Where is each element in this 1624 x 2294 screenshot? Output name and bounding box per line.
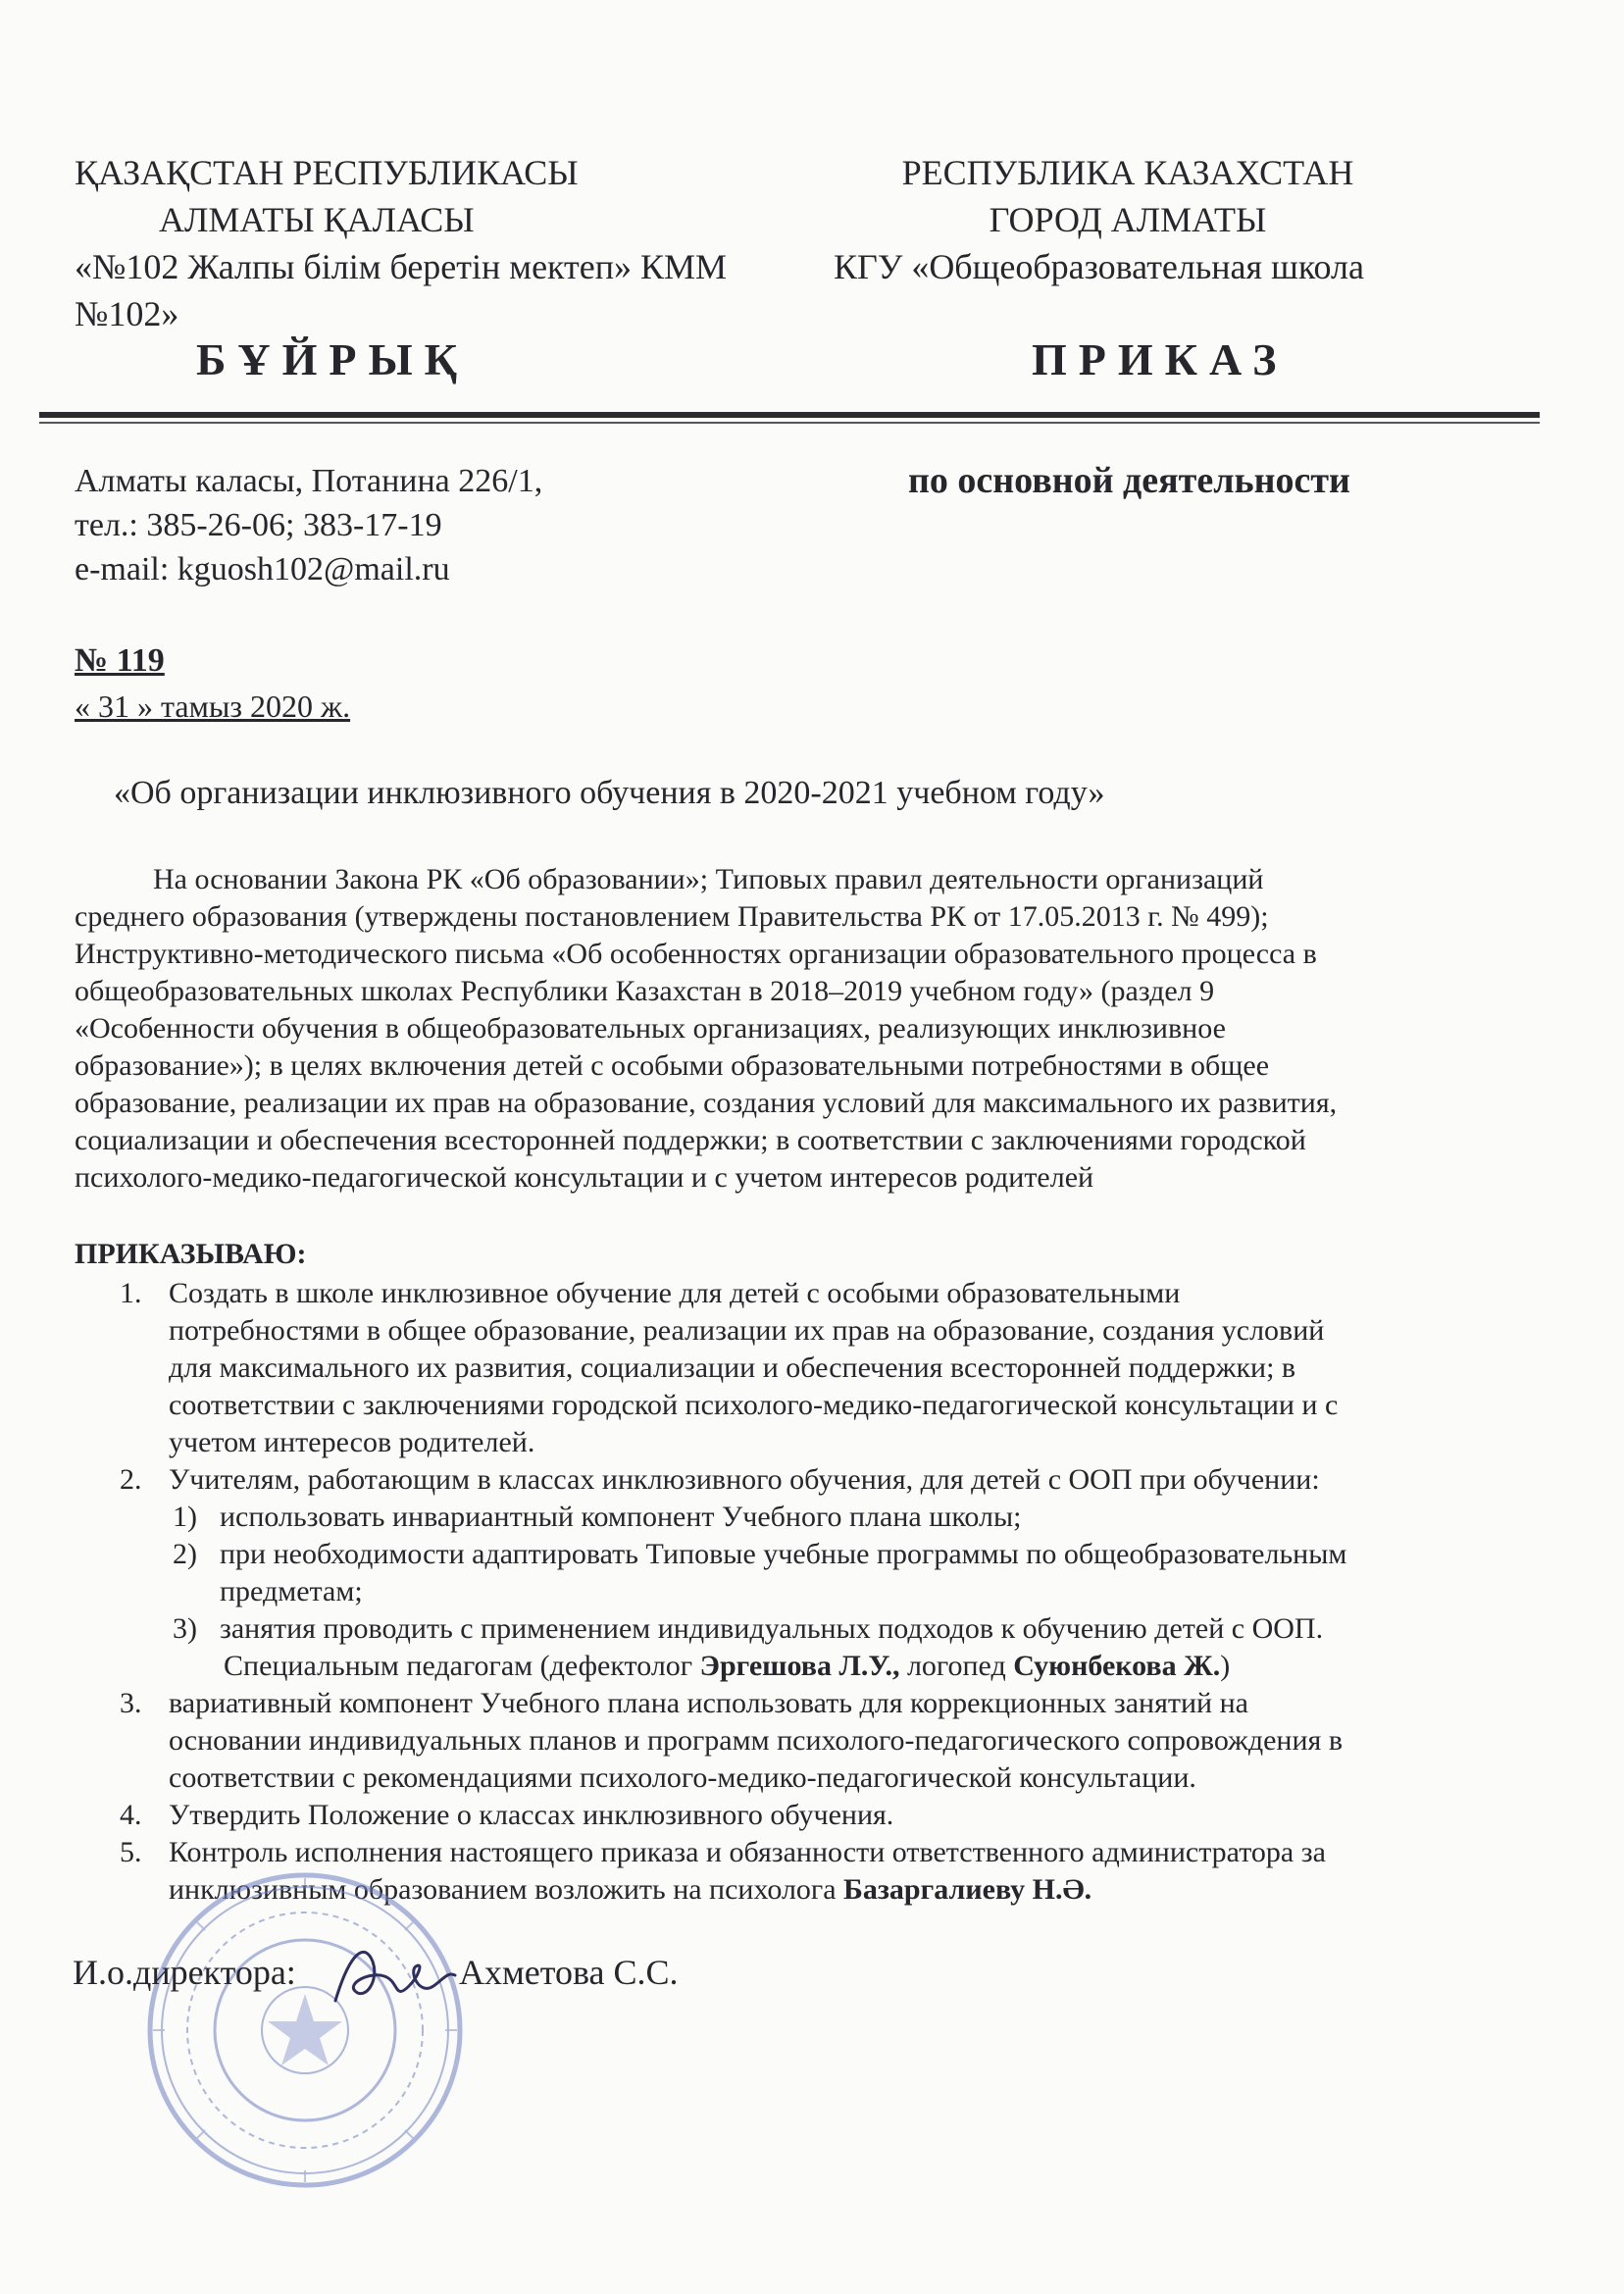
sub-item xyxy=(75,1499,1506,1536)
list-item-cont xyxy=(75,1424,1506,1461)
title-kazakh: БҰЙРЫҚ xyxy=(196,334,470,384)
item-text: Учителям, работающим в классах инклюзивного обучения, для детей с ООП при обучении: xyxy=(169,1463,1320,1496)
header-divider xyxy=(39,412,1540,418)
item-number: 4. xyxy=(120,1799,142,1831)
list-item xyxy=(75,1797,1506,1834)
item-number: 5. xyxy=(120,1836,142,1868)
list-item xyxy=(75,1461,1506,1499)
header-kz-school: «№102 Жалпы білім беретін мектеп» КММ xyxy=(75,247,728,286)
item-text: Утвердить Положение о классах инклюзивного обучения. xyxy=(169,1799,894,1831)
preamble-line: социализации и обеспечения всесторонней поддержки; в соответствии с заключениями городской xyxy=(75,1124,1306,1156)
address-email: e-mail: kguosh102@mail.ru xyxy=(75,551,450,587)
sub-item xyxy=(75,1536,1506,1573)
item-number: 1. xyxy=(120,1277,142,1309)
list-item-cont xyxy=(75,1722,1506,1759)
order-items xyxy=(75,1275,1506,1909)
order-date: « 31 » тамыз 2020 ж. xyxy=(75,688,351,724)
preamble xyxy=(75,861,1487,1197)
defectologist-name: Эргешова Л.У., xyxy=(699,1650,900,1682)
list-item xyxy=(75,1834,1506,1871)
list-item-cont xyxy=(75,1350,1506,1387)
sub-item-text: предметам; xyxy=(220,1575,363,1607)
header-ru-school: КГУ «Общеобразовательная школа xyxy=(834,247,1364,286)
sub-item-text: использовать инвариантный компонент Учебного плана школы; xyxy=(220,1501,1022,1533)
item-text: потребностями в общее образование, реализации их прав на образование, создания условий xyxy=(169,1314,1325,1347)
sub-item-text: занятия проводить с применением индивидуальных подходов к обучению детей с ООП. xyxy=(220,1612,1324,1645)
preamble-line: На основании Закона РК «Об образовании»; Типовых правил деятельности организаций xyxy=(153,863,1264,895)
header-divider-thin xyxy=(39,422,1540,424)
school-address xyxy=(75,459,542,591)
header-kz-school-cont: №102» xyxy=(75,294,179,333)
item-number: 2. xyxy=(120,1463,142,1496)
order-keyword-text: ПРИКАЗЫВАЮ xyxy=(75,1238,297,1270)
header-kz-city: АЛМАТЫ ҚАЛАСЫ xyxy=(159,200,475,239)
signatory-name: Ахметова С.С. xyxy=(459,1953,679,1992)
order-number: № 119 xyxy=(75,642,165,679)
sub-item-cont xyxy=(75,1573,1506,1610)
specialists-intro: Специальным педагогам (дефектолог xyxy=(224,1650,700,1682)
list-item-cont xyxy=(75,1759,1506,1797)
preamble-line: психолого-медико-педагогической консультации и с учетом интересов родителей xyxy=(75,1161,1094,1194)
sub-item xyxy=(75,1610,1506,1648)
order-keyword xyxy=(75,1238,307,1271)
item-text: для максимального их развития, социализации и обеспечения всесторонней поддержки; в xyxy=(169,1351,1296,1384)
sub-item-text: при необходимости адаптировать Типовые учебные программы по общеобразовательным xyxy=(220,1538,1347,1570)
header-ru-city: ГОРОД АЛМАТЫ xyxy=(989,200,1267,239)
preamble-line: образование»); в целях включения детей с особыми образовательными потребностями в общее xyxy=(75,1049,1270,1082)
sub-item-number: 3) xyxy=(173,1612,197,1645)
item-text: вариативный компонент Учебного плана использовать для коррекционных занятий на xyxy=(169,1687,1248,1719)
order-keyword-colon: : xyxy=(296,1238,307,1270)
header-kz-country: ҚАЗАҚСТАН РЕСПУБЛИКАСЫ xyxy=(75,153,579,192)
sub-item-text xyxy=(220,1648,1230,1685)
preamble-line: среднего образования (утверждены постановлением Правительства РК от 17.05.2013 г. № 499); xyxy=(75,900,1269,933)
signatory-role: И.о.директора: xyxy=(73,1953,296,1992)
item-text: соответствии с рекомендациями психолого-медико-педагогической консультации. xyxy=(169,1761,1196,1794)
item-text: Контроль исполнения настоящего приказа и обязанности ответственного администратора за xyxy=(169,1836,1326,1868)
header-russian xyxy=(824,149,1432,290)
activity-type: по основной деятельности xyxy=(908,460,1350,501)
list-item xyxy=(75,1685,1506,1722)
official-stamp xyxy=(143,1868,467,2192)
title-russian: ПРИКАЗ xyxy=(1032,334,1289,384)
sub-item-cont xyxy=(75,1648,1506,1685)
sub-item-number: 1) xyxy=(173,1501,197,1533)
address-phone: тел.: 385-26-06; 383-17-19 xyxy=(75,507,442,543)
responsibility-text: инклюзивным образованием возложить на психолога xyxy=(169,1873,844,1906)
list-item-cont xyxy=(75,1312,1506,1350)
preamble-line: образование, реализации их прав на образование, создания условий для максимального их развития, xyxy=(75,1087,1338,1119)
item-number: 3. xyxy=(120,1687,142,1719)
item-text: соответствии с заключениями городской психолого-медико-педагогической консультации и с xyxy=(169,1389,1339,1421)
psychologist-name: Базаргалиеву Н.Ә. xyxy=(843,1873,1092,1906)
preamble-line: «Особенности обучения в общеобразовательных организациях, реализующих инклюзивное xyxy=(75,1012,1226,1045)
preamble-line: общеобразовательных школах Республики Казахстан в 2018–2019 учебном году» (раздел 9 xyxy=(75,975,1215,1007)
speech-therapist-name: Суюнбекова Ж. xyxy=(1013,1650,1221,1682)
director-signature xyxy=(326,1932,463,2020)
header-ru-country: РЕСПУБЛИКА КАЗАХСТАН xyxy=(901,153,1354,192)
item-text: учетом интересов родителей. xyxy=(169,1426,535,1458)
header-kazakh xyxy=(75,149,820,337)
sub-item-number: 2) xyxy=(173,1538,197,1570)
address-street: Алматы каласы, Потанина 226/1, xyxy=(75,463,543,499)
speech-therapist-label: логопед xyxy=(899,1650,1014,1682)
item-text: Создать в школе инклюзивное обучение для детей с особыми образовательными xyxy=(169,1277,1181,1309)
closing-paren: ) xyxy=(1220,1650,1231,1682)
list-item-cont xyxy=(75,1387,1506,1424)
list-item xyxy=(75,1275,1506,1312)
item-text: основании индивидуальных планов и программ психолого-педагогического сопровождения в xyxy=(169,1724,1343,1757)
preamble-line: Инструктивно-методического письма «Об особенностях организации образовательного процесса в xyxy=(75,938,1317,970)
order-subject: «Об организации инклюзивного обучения в 2020-2021 учебном году» xyxy=(114,775,1105,811)
